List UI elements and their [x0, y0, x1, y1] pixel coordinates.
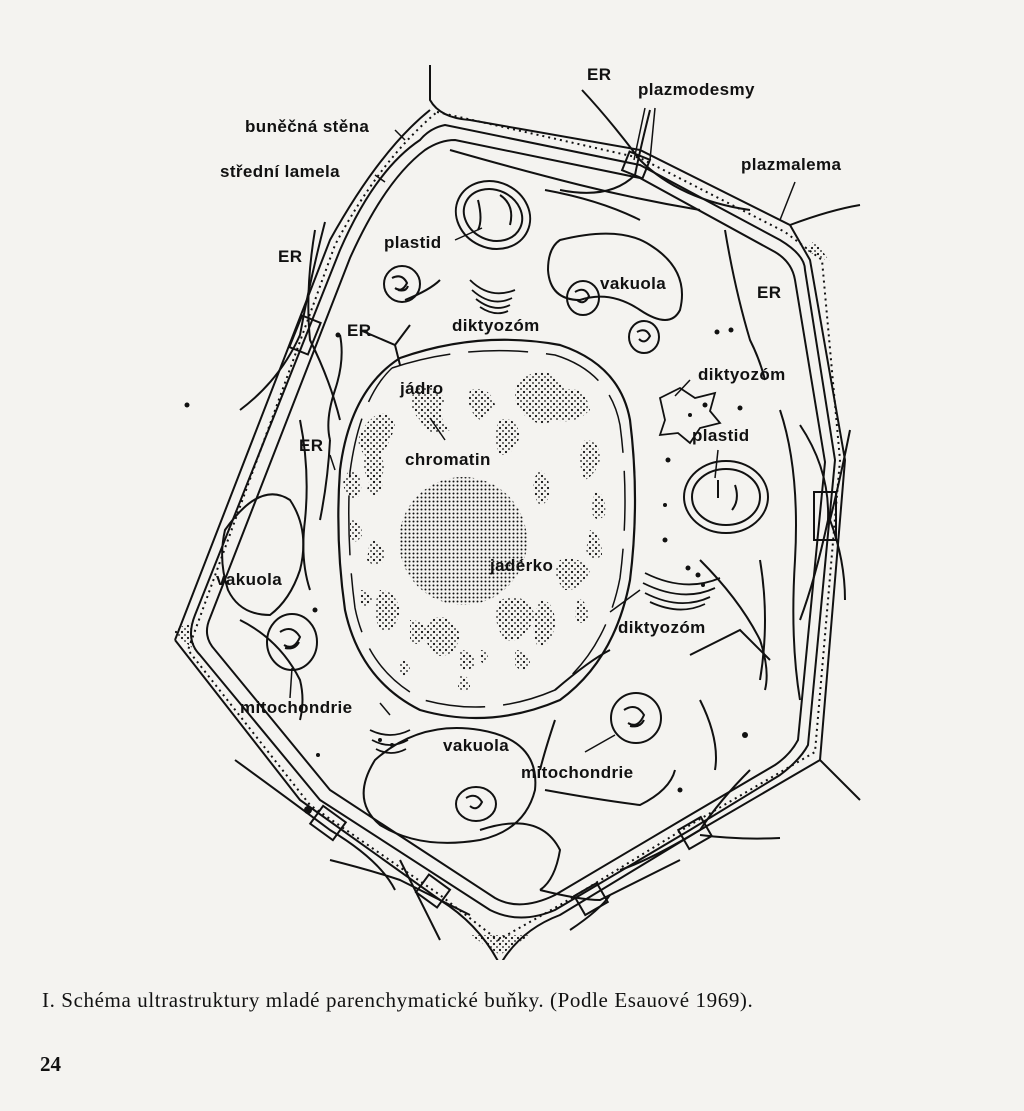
label-er-top: ER: [587, 65, 612, 84]
label-stredni-lamela: střední lamela: [220, 162, 340, 181]
label-bunecna-stena: buněčná stěna: [245, 117, 370, 136]
figure-caption: I. Schéma ultrastruktury mladé parenchymatické buňky. (Podle Esauové 1969).: [42, 988, 754, 1012]
page-number: 24: [40, 1052, 61, 1076]
label-er-left: ER: [278, 247, 303, 266]
label-plastid-right: plastid: [692, 426, 750, 445]
label-vakuola-left: vakuola: [216, 570, 283, 589]
label-vakuola-top: vakuola: [600, 274, 667, 293]
label-vakuola-bottom: vakuola: [443, 736, 510, 755]
er-strands: [235, 90, 850, 940]
label-plazmodesmy: plazmodesmy: [638, 80, 755, 99]
label-chromatin: chromatin: [405, 450, 491, 469]
label-mitochondrie-bottom: mitochondrie: [521, 763, 634, 782]
label-er-mid: ER: [299, 436, 324, 455]
label-jaderko: jadérko: [490, 556, 554, 575]
label-plastid-top: plastid: [384, 233, 442, 252]
label-er-right: ER: [757, 283, 782, 302]
nucleolus: [399, 477, 527, 605]
label-jadro: jádro: [400, 379, 444, 398]
label-diktyozom-right: diktyozóm: [698, 365, 786, 384]
label-diktyozom-top: diktyozóm: [452, 316, 540, 335]
label-diktyozom-bottom: diktyozóm: [618, 618, 706, 637]
label-mitochondrie-left: mitochondrie: [240, 698, 353, 717]
label-plazmalema: plazmalema: [741, 155, 842, 174]
plasmodesmata: [289, 152, 836, 915]
label-er-inner: ER: [347, 321, 372, 340]
